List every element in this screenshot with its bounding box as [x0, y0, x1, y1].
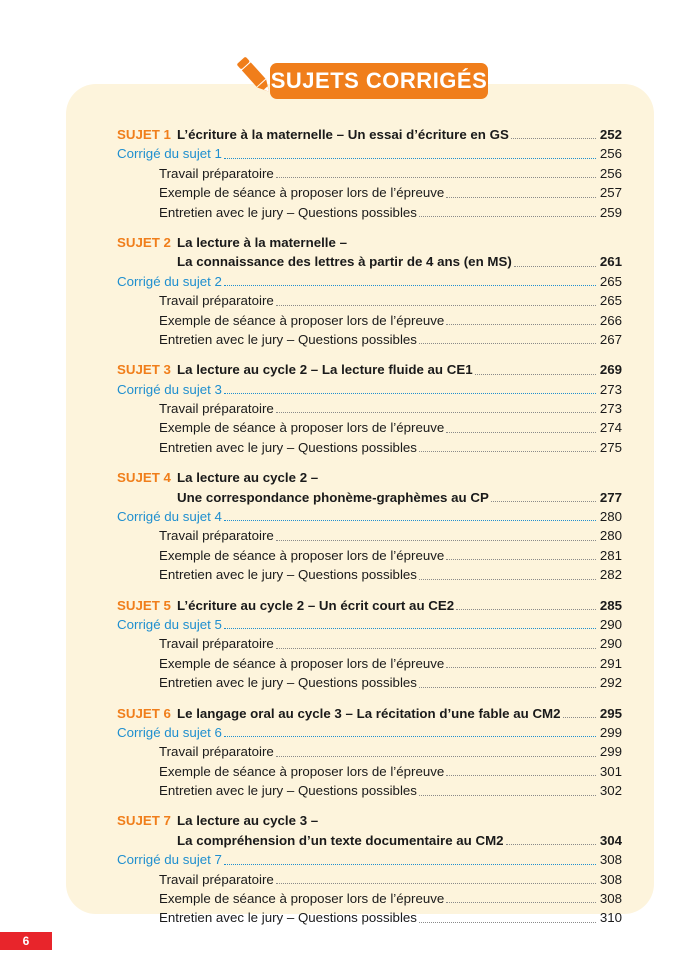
- page-ref: 308: [599, 852, 622, 868]
- page-ref: 266: [599, 312, 622, 328]
- toc-entry-sujet[interactable]: [117, 704, 622, 723]
- page-ref: 292: [599, 675, 622, 691]
- entry-label: Exemple de séance à proposer lors de l’épreuve: [159, 547, 445, 563]
- entry-label: [117, 811, 318, 830]
- dot-leader: [419, 795, 596, 796]
- entry-label: Entretien avec le jury – Questions possibles: [159, 439, 417, 455]
- page-ref: 285: [599, 597, 622, 613]
- toc-entry-subsection[interactable]: [117, 673, 622, 692]
- toc-entry-sujet[interactable]: [117, 488, 622, 507]
- sujet-number: SUJET 5: [117, 597, 171, 613]
- dot-leader: [446, 197, 596, 198]
- toc-entry-corrige[interactable]: [117, 144, 622, 163]
- sujet-block: [117, 360, 622, 457]
- toc-entry-sujet[interactable]: [117, 831, 622, 850]
- sujet-block: [117, 468, 622, 584]
- entry-label: Exemple de séance à proposer lors de l’épreuve: [159, 891, 445, 907]
- toc-entry-subsection[interactable]: [117, 742, 622, 761]
- dot-leader: [276, 756, 596, 757]
- toc-entry-corrige[interactable]: [117, 272, 622, 291]
- dot-leader: [276, 540, 596, 541]
- page-ref: 302: [599, 783, 622, 799]
- toc-entry-corrige[interactable]: [117, 380, 622, 399]
- toc-entry-sujet[interactable]: [117, 252, 622, 271]
- dot-leader: [224, 393, 596, 394]
- entry-label: Corrigé du sujet 4: [117, 509, 222, 525]
- entry-label: Travail préparatoire: [159, 871, 274, 887]
- page-ref: 290: [599, 616, 622, 632]
- dot-leader: [419, 579, 596, 580]
- dot-leader: [506, 844, 596, 845]
- page-ref: 299: [599, 724, 622, 740]
- entry-label: Exemple de séance à proposer lors de l’épreuve: [159, 312, 445, 328]
- page-ref: 282: [599, 567, 622, 583]
- entry-label: [117, 704, 561, 723]
- toc-entry-subsection[interactable]: [117, 870, 622, 889]
- toc-entry-subsection[interactable]: [117, 908, 622, 927]
- toc-entry-sujet[interactable]: [117, 125, 622, 144]
- page-ref: 274: [599, 420, 622, 436]
- entry-label: Exemple de séance à proposer lors de l’épreuve: [159, 763, 445, 779]
- sujet-number: SUJET 4: [117, 470, 171, 486]
- sujet-title: Une correspondance phonème-graphèmes au CP: [177, 489, 489, 505]
- toc-entry-sujet-line: [117, 468, 622, 487]
- toc-entry-subsection[interactable]: [117, 330, 622, 349]
- toc-entry-sujet-line: [117, 812, 622, 831]
- toc-entry-subsection[interactable]: [117, 183, 622, 202]
- toc-entry-subsection[interactable]: [117, 164, 622, 183]
- page-ref: 257: [599, 185, 622, 201]
- dot-leader: [276, 412, 596, 413]
- dot-leader: [276, 648, 596, 649]
- sujet-block: [117, 233, 622, 349]
- toc-entry-sujet[interactable]: [117, 596, 622, 615]
- dot-leader: [419, 922, 596, 923]
- table-of-contents: [117, 125, 622, 939]
- dot-leader: [224, 158, 596, 159]
- page-ref: 267: [599, 331, 622, 347]
- toc-entry-subsection[interactable]: [117, 762, 622, 781]
- toc-entry-corrige[interactable]: [117, 723, 622, 742]
- sujet-title: La lecture à la maternelle –: [177, 234, 347, 250]
- page-ref: 281: [599, 547, 622, 563]
- page-ref: 261: [599, 254, 622, 270]
- section-title-banner: [270, 63, 488, 99]
- dot-leader: [491, 501, 596, 502]
- page-ref: 290: [599, 636, 622, 652]
- dot-leader: [446, 775, 596, 776]
- entry-label: Travail préparatoire: [159, 744, 274, 760]
- entry-label: Exemple de séance à proposer lors de l’épreuve: [159, 655, 445, 671]
- dot-leader: [563, 717, 596, 718]
- toc-entry-subsection[interactable]: [117, 526, 622, 545]
- sujet-title: La lecture au cycle 3 –: [177, 813, 319, 829]
- dot-leader: [419, 343, 596, 344]
- toc-entry-subsection[interactable]: [117, 781, 622, 800]
- entry-label: Corrigé du sujet 6: [117, 724, 222, 740]
- entry-label: Entretien avec le jury – Questions possibles: [159, 783, 417, 799]
- entry-label: [117, 360, 473, 379]
- page-ref: 256: [599, 165, 622, 181]
- entry-label: Entretien avec le jury – Questions possibles: [159, 910, 417, 926]
- toc-entry-sujet-line: [117, 233, 622, 252]
- dot-leader: [456, 609, 596, 610]
- entry-label: [117, 252, 512, 271]
- sujet-title: L’écriture au cycle 2 – Un écrit court au CE2: [177, 597, 455, 613]
- sujet-block: [117, 596, 622, 693]
- toc-entry-subsection[interactable]: [117, 654, 622, 673]
- dot-leader: [276, 177, 596, 178]
- section-title: SUJETS CORRIGÉS: [270, 68, 488, 93]
- entry-label: Corrigé du sujet 2: [117, 273, 222, 289]
- page-ref: 304: [599, 832, 622, 848]
- dot-leader: [514, 266, 596, 267]
- entry-label: [117, 831, 504, 850]
- page-ref: 256: [599, 146, 622, 162]
- sujet-title: La connaissance des lettres à partir de 4 ans (en MS): [177, 254, 512, 270]
- dot-leader: [276, 305, 596, 306]
- page-ref: 308: [599, 891, 622, 907]
- dot-leader: [224, 520, 596, 521]
- entry-label: [117, 125, 509, 144]
- dot-leader: [475, 374, 596, 375]
- sujet-number: SUJET 1: [117, 126, 171, 142]
- dot-leader: [276, 883, 596, 884]
- page-ref: 259: [599, 204, 622, 220]
- entry-label: [117, 488, 489, 507]
- toc-entry-subsection[interactable]: [117, 889, 622, 908]
- dot-leader: [446, 902, 596, 903]
- entry-label: [117, 596, 454, 615]
- dot-leader: [224, 285, 596, 286]
- entry-label: Travail préparatoire: [159, 401, 274, 417]
- dot-leader: [419, 216, 596, 217]
- dot-leader: [224, 736, 596, 737]
- toc-entry-corrige[interactable]: [117, 850, 622, 869]
- entry-label: Entretien avec le jury – Questions possibles: [159, 331, 417, 347]
- entry-label: Corrigé du sujet 5: [117, 616, 222, 632]
- page-number-badge: [0, 932, 52, 950]
- toc-entry-subsection[interactable]: [117, 418, 622, 437]
- entry-label: Entretien avec le jury – Questions possibles: [159, 567, 417, 583]
- page-ref: 277: [599, 489, 622, 505]
- toc-entry-sujet[interactable]: [117, 360, 622, 379]
- toc-entry-subsection[interactable]: [117, 203, 622, 222]
- entry-label: Entretien avec le jury – Questions possibles: [159, 204, 417, 220]
- toc-entry-corrige[interactable]: [117, 615, 622, 634]
- dot-leader: [511, 138, 596, 139]
- page-ref: 273: [599, 381, 622, 397]
- toc-entry-subsection[interactable]: [117, 291, 622, 310]
- page-ref: 273: [599, 401, 622, 417]
- sujet-title: La compréhension d’un texte documentaire au CM2: [177, 832, 504, 848]
- page-ref: 299: [599, 744, 622, 760]
- toc-entry-corrige[interactable]: [117, 507, 622, 526]
- entry-label: [117, 233, 347, 252]
- dot-leader: [446, 324, 596, 325]
- page-ref: 252: [599, 126, 622, 142]
- sujet-title: La lecture au cycle 2 –: [177, 470, 319, 486]
- page-ref: 291: [599, 655, 622, 671]
- page-ref: 275: [599, 439, 622, 455]
- sujet-number: SUJET 3: [117, 362, 171, 378]
- toc-entry-subsection[interactable]: [117, 546, 622, 565]
- entry-label: Travail préparatoire: [159, 636, 274, 652]
- dot-leader: [224, 864, 596, 865]
- sujet-block: [117, 704, 622, 801]
- entry-label: Travail préparatoire: [159, 165, 274, 181]
- entry-label: Corrigé du sujet 7: [117, 852, 222, 868]
- entry-label: Corrigé du sujet 3: [117, 381, 222, 397]
- sujet-block: [117, 812, 622, 928]
- sujet-number: SUJET 7: [117, 813, 171, 829]
- page-ref: 265: [599, 293, 622, 309]
- toc-entry-subsection[interactable]: [117, 565, 622, 584]
- toc-entry-subsection[interactable]: [117, 634, 622, 653]
- page-ref: 301: [599, 763, 622, 779]
- dot-leader: [446, 559, 596, 560]
- sujet-title: Le langage oral au cycle 3 – La récitation d’une fable au CM2: [177, 705, 561, 721]
- entry-label: Travail préparatoire: [159, 293, 274, 309]
- entry-label: Exemple de séance à proposer lors de l’épreuve: [159, 185, 445, 201]
- sujet-block: [117, 125, 622, 222]
- sujet-number: SUJET 2: [117, 234, 171, 250]
- dot-leader: [419, 451, 596, 452]
- entry-label: Exemple de séance à proposer lors de l’épreuve: [159, 420, 445, 436]
- dot-leader: [224, 628, 596, 629]
- page-ref: 308: [599, 871, 622, 887]
- page-ref: 310: [599, 910, 622, 926]
- page-ref: 265: [599, 273, 622, 289]
- entry-label: Entretien avec le jury – Questions possibles: [159, 675, 417, 691]
- toc-entry-subsection[interactable]: [117, 311, 622, 330]
- page-number: 6: [22, 934, 30, 948]
- sujet-title: La lecture au cycle 2 – La lecture fluide au CE1: [177, 362, 473, 378]
- toc-entry-subsection[interactable]: [117, 399, 622, 418]
- dot-leader: [446, 667, 596, 668]
- page-ref: 280: [599, 509, 622, 525]
- sujet-title: L’écriture à la maternelle – Un essai d’écriture en GS: [177, 126, 509, 142]
- entry-label: Travail préparatoire: [159, 528, 274, 544]
- toc-entry-subsection[interactable]: [117, 438, 622, 457]
- page-ref: 280: [599, 528, 622, 544]
- dot-leader: [446, 432, 596, 433]
- page-ref: 269: [599, 362, 622, 378]
- page-ref: 295: [599, 705, 622, 721]
- entry-label: Corrigé du sujet 1: [117, 146, 222, 162]
- sujet-number: SUJET 6: [117, 705, 171, 721]
- entry-label: [117, 468, 318, 487]
- dot-leader: [419, 687, 596, 688]
